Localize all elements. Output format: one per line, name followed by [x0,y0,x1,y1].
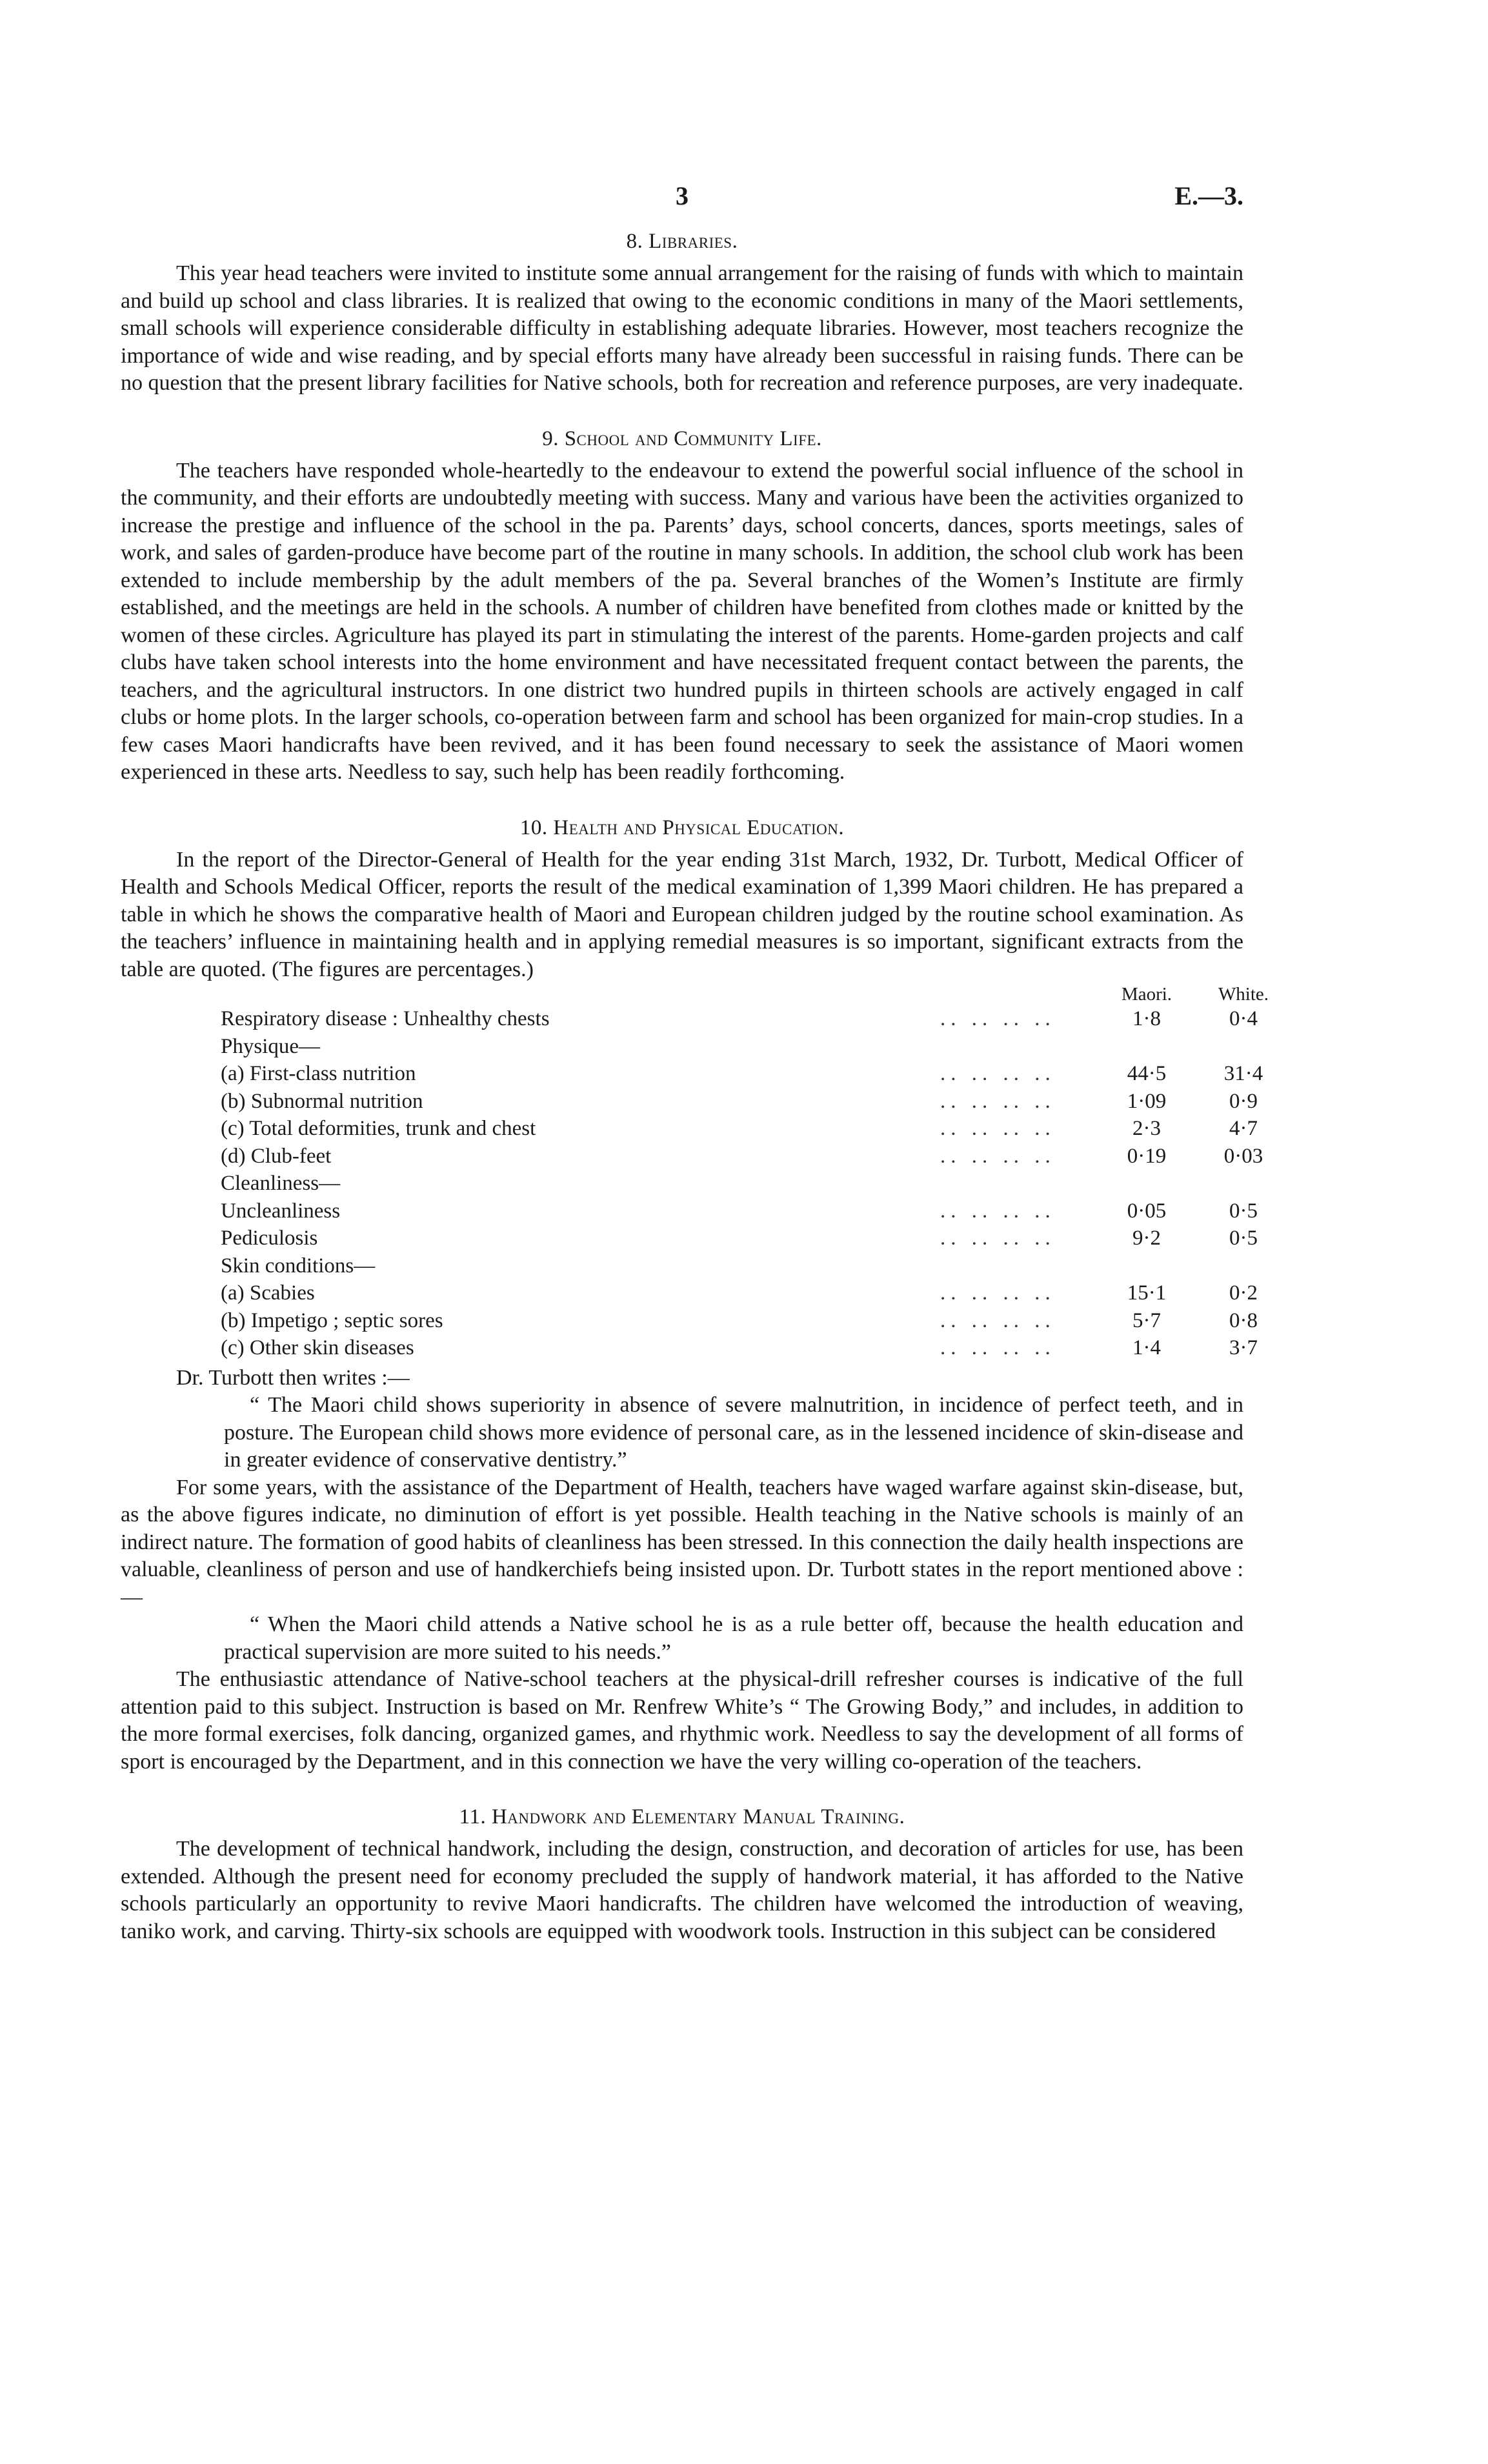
value-white: 0·8 [1229,1308,1258,1332]
value-white: 0·03 [1223,1144,1263,1168]
paragraph-health-3: The enthusiastic attendance of Native-school teachers at the physical-drill refresher courses is indicative of the full attention paid to this subject. Instruction is based on Mr. Renfrew White’s “ The Growing Body,” and includes, in addition to the more formal exercises, folk dancing, organized games, and rhythmic work. Needless to say the development of all forms of sport is encouraged by the Department, and in this connection we have the very willing co-operation of the teachers. [121,1667,1243,1774]
value-maori: 0·19 [1127,1144,1167,1168]
leader-dots: .. .. .. .. [940,1227,1056,1250]
row-label: (c) Other skin diseases [221,1336,414,1359]
table-row [221,1005,1292,1033]
value-white [1195,1033,1292,1061]
value-white [1195,1170,1292,1197]
page-header [121,181,1243,226]
leader-dots: .. .. .. .. [940,1199,1056,1223]
table-row [221,1225,1292,1252]
table-row [221,1115,1292,1143]
value-white: 3·7 [1229,1336,1258,1359]
value-maori: 5·7 [1132,1308,1161,1332]
leader-dots [940,1033,1098,1061]
value-white: 0·9 [1229,1089,1258,1113]
leader-dots: .. .. .. .. [940,1144,1056,1168]
row-label: (c) Total deformities, trunk and chest [221,1117,536,1140]
value-maori: 1·09 [1127,1089,1167,1113]
value-white: 0·4 [1229,1007,1258,1030]
table-row [221,1307,1292,1335]
row-label: (d) Club-feet [221,1144,332,1168]
turbott-writes: Dr. Turbott then writes :— [176,1365,410,1390]
paragraph-handwork: The development of technical handwork, including the design, construction, and decoration of articles for use, has been extended. Although the present need for economy precluded the supply of handwork material, it has afforded to the Native schools particularly an opportunity to revive Maori handicrafts. The children have welcomed the introduction of weaving, taniko work, and carving. Thirty-six schools are equipped with woodwork tools. Instruction in this subject can be considered [121,1837,1243,1943]
table-row [221,1252,1292,1280]
paragraph-libraries: This year head teachers were invited to institute some annual arrangement for the raising of funds with which to maintain and build up school and class libraries. It is realized that owing to the economic conditions in many of the Maori settlements, small schools will experience considerable difficulty in establishing adequate libraries. However, most teachers recognize the importance of wide and wise reading, and by special efforts many have already been successful in raising funds. There can be no question that the present library facilities for Native schools, both for recreation and reference purposes, are very inadequate. [121,261,1243,395]
row-label: Cleanliness— [221,1172,341,1195]
value-white [1195,1252,1292,1280]
table-row [221,1279,1292,1307]
leader-dots: .. .. .. .. [940,1281,1056,1305]
paragraph-health-intro: In the report of the Director-General of Health for the year ending 31st March, 1932, Dr. Turbott, Medical Officer of Health and Schools Medical Officer, reports the result of the medical examination of 1,399 Maori children. He has prepared a table in which he shows the comparative health of Maori and European children judged by the routine school examination. As the teachers’ influence in maintaining health and in applying remedial measures is so important, significant extracts from the table are quoted. (The figures are percentages.) [121,847,1243,981]
paragraph-community: The teachers have responded whole-heartedly to the endeavour to extend the powerful social influence of the school in the community, and their efforts are undoubtedly meeting with success. Many and various have been the activities organized to increase the prestige and influence of the school in the pa. Parents’ days, school concerts, dances, sports meetings, sales of work, and sales of garden-produce have become part of the routine in many schools. In addition, the school club work has been extended to include membership by the adult members of the pa. Several branches of the Women’s Institute are firmly established, and the meetings are held in the schools. A number of children have benefited from clothes made or knitted by the women of these circles. Agriculture has played its part in stimulating the interest of the parents. Home-garden projects and calf clubs have taken school interests into the home environment and have necessitated frequent contact between the parents, the teachers, and the agricultural instructors. In one district two hundred pupils in thirteen schools are actively engaged in calf clubs or home plots. In the larger schools, co-operation between farm and school has been organized for main-crop studies. In a few cases Maori handicrafts have been revived, and it has been found necessary to seek the assistance of Maori women experienced in these arts. Needless to say, such help has been readily forthcoming. [121,458,1243,784]
table-row [221,1088,1292,1116]
table-row [221,1033,1292,1061]
leader-dots: .. .. .. .. [940,1117,1056,1140]
leader-dots: .. .. .. .. [940,1336,1056,1359]
row-label: Respiratory disease : Unhealthy chests [221,1007,550,1030]
value-white: 0·2 [1229,1281,1258,1305]
leader-dots [940,1170,1098,1197]
section-heading-libraries: 8. Libraries. [626,230,738,253]
value-maori: 1·4 [1132,1336,1161,1359]
page-number: 3 [676,181,689,210]
value-white: 4·7 [1229,1117,1258,1140]
leader-dots: .. .. .. .. [940,1308,1056,1332]
value-maori: 1·8 [1132,1007,1161,1030]
health-comparison-table [221,983,1292,1362]
table-row [221,1334,1292,1362]
value-maori: 0·05 [1127,1199,1167,1223]
leader-dots: .. .. .. .. [940,1007,1056,1030]
section-heading-health: 10. Health and Physical Education. [519,816,845,839]
paragraph-health-2: For some years, with the assistance of the Department of Health, teachers have waged warfare against skin-disease, but, as the above figures indicate, no diminution of effort is yet possible. Health teaching in the Native schools is mainly of an indirect nature. The formation of good habits of cleanliness has been stressed. In this connection the daily health inspections are valuable, cleanliness of person and use of handkerchiefs being insisted upon. Dr. Turbott states in the report mentioned above :— [121,1475,1243,1609]
document-page [121,181,1269,1945]
quote-turbott-2: “ When the Maori child attends a Native school he is as a rule better off, because the health education and practical supervision are more suited to his needs.” [224,1612,1243,1664]
table-row [221,1197,1292,1225]
value-white: 0·5 [1229,1227,1258,1250]
value-white: 0·5 [1229,1199,1258,1223]
value-maori: 15·1 [1127,1281,1167,1305]
value-maori: 44·5 [1127,1062,1167,1085]
value-maori: 2·3 [1132,1117,1161,1140]
value-white: 31·4 [1223,1062,1263,1085]
column-header-white: White. [1218,984,1269,1005]
row-label: Skin conditions— [221,1254,376,1277]
column-header-maori: Maori. [1121,984,1172,1005]
table-row [221,1060,1292,1088]
row-label: Uncleanliness [221,1199,341,1223]
leader-dots: .. .. .. .. [940,1062,1056,1085]
leader-dots: .. .. .. .. [940,1089,1056,1113]
table-row [221,1143,1292,1170]
section-heading-community: 9. School and Community Life. [542,426,822,450]
row-label: Pediculosis [221,1227,318,1250]
row-label: (a) Scabies [221,1281,315,1305]
section-heading-handwork: 11. Handwork and Elementary Manual Training. [459,1805,905,1828]
value-maori [1098,1033,1195,1061]
row-label: (b) Impetigo ; septic sores [221,1308,443,1332]
value-maori [1098,1170,1195,1197]
value-maori: 9·2 [1132,1227,1161,1250]
table-row [221,1170,1292,1197]
row-label: Physique— [221,1034,321,1058]
document-reference: E.—3. [1174,181,1243,210]
row-label: (a) First-class nutrition [221,1062,416,1085]
table-header-row [221,983,1292,1005]
row-label: (b) Subnormal nutrition [221,1089,423,1113]
quote-turbott-1: “ The Maori child shows superiority in absence of severe malnutrition, in incidence of perfect teeth, and in posture. The European child shows more evidence of personal care, as in the lessened incidence of skin-disease and in greater evidence of conservative dentistry.” [224,1393,1243,1472]
leader-dots [940,1252,1098,1280]
value-maori [1098,1252,1195,1280]
